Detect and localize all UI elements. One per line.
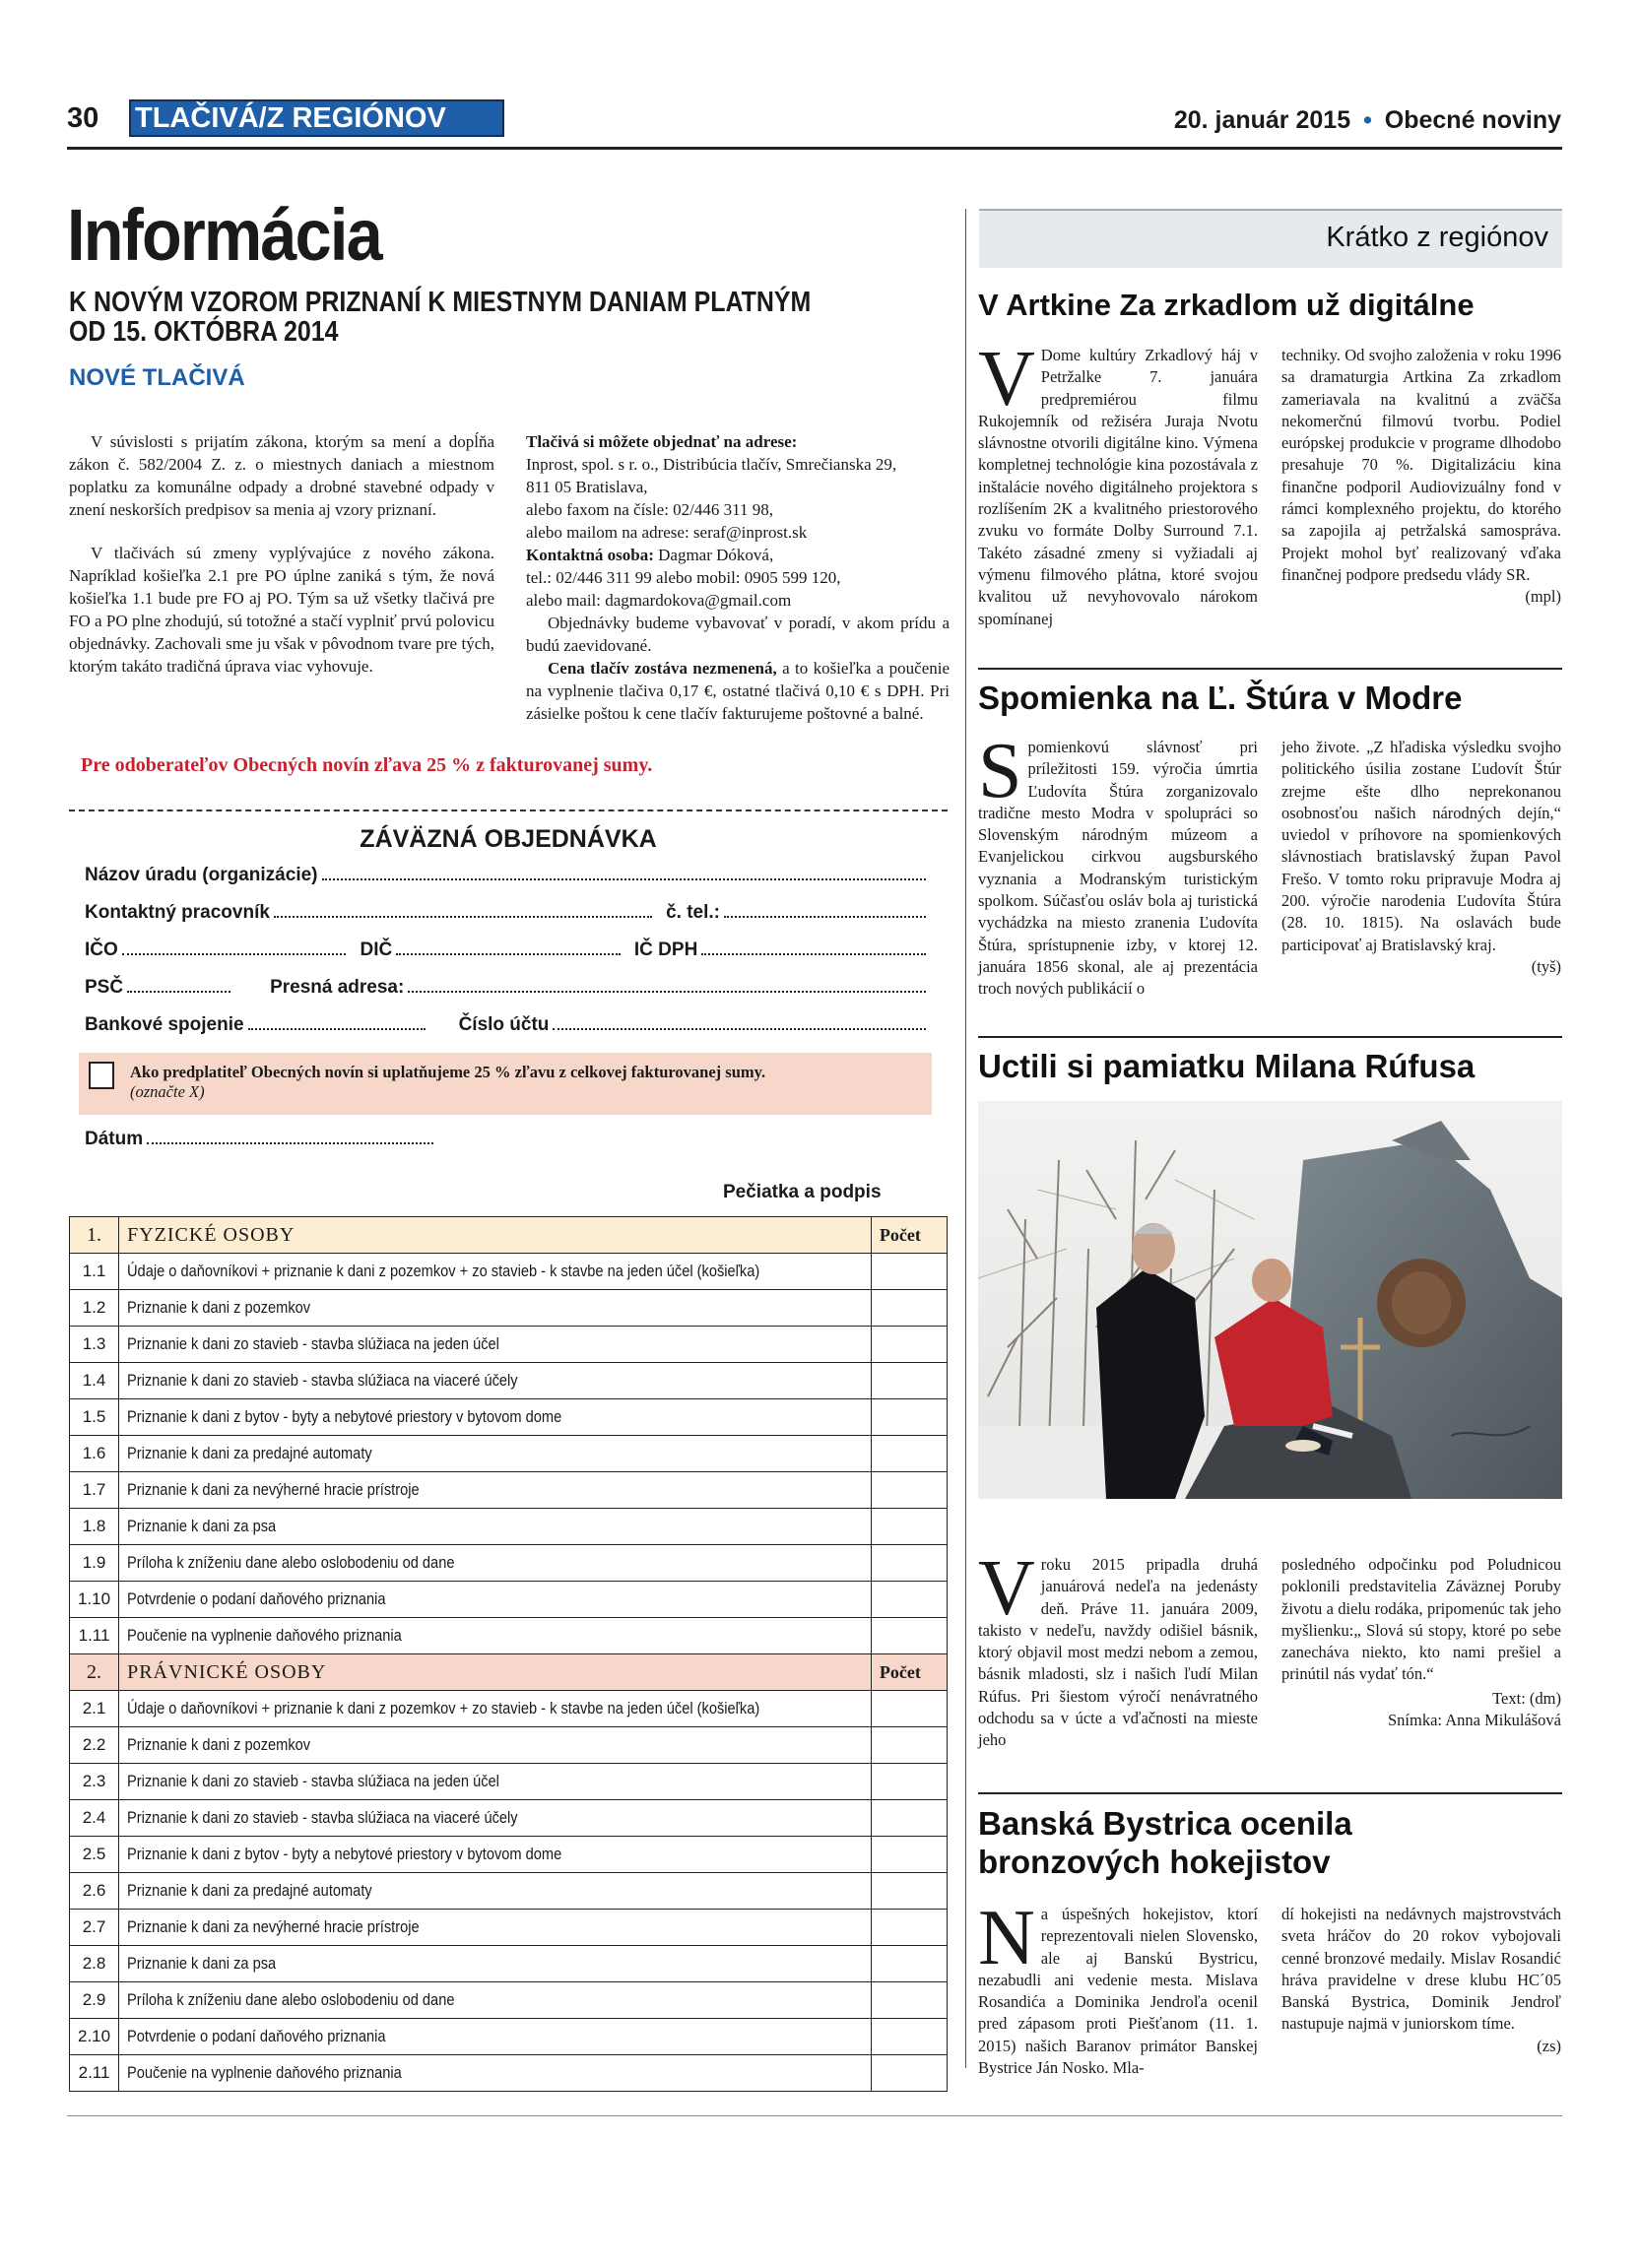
article-title-line-2: bronzových hokejistov (978, 1844, 1331, 1880)
item-number: 1.5 (70, 1399, 119, 1436)
article-separator (978, 668, 1562, 670)
subscriber-hint: (označte X) (130, 1082, 205, 1101)
section-label-text: FYZICKÉ OSOBY (127, 1223, 295, 1246)
article-column (1281, 737, 1561, 1001)
item-label (119, 1399, 872, 1436)
table-row (70, 1472, 948, 1509)
cut-line (69, 810, 948, 811)
intro-paragraph-2: V tlačivách sú zmeny vyplývajúce z nového zákona. Napríklad košieľka 2.1 pre PO úplne zaniká s tým, že nová košieľka 1.1 bude pre FO aj PO. Tým sa už všetky tlačivá pre FO a PO plne zhodujú, sú totožné a stačí vyplniť prvú polovicu objednávky. Zachovali sme ju však v pôvodnom tvare pre tých, ktorým takáto tradičná úprava viac vyhovuje. (69, 544, 494, 676)
article-text: Dome kultúry Zrkadlový háj v Petržalke 7. januára predpremiérou filmu Rukojemník od režiséra Juraja Nvotu slávnostne otvorili digitálne kino. Výmena kompletnej technológie kina pozostávala z inštalácie nového digitálneho projektora s rozlíšením 2K a kvalitného priestorového zvuku vo formáte Dolby Surround 7.1. Takéto zásadné zmeny si vyžiadali aj výmenu filmového plátna, ktoré svojou kvalitou už nevyhovovalo nárokom spomínanej (978, 346, 1258, 628)
author-signature: (zs) (1537, 2036, 1561, 2055)
item-label-text: Príloha k zníženiu dane alebo oslobodeniu od dane (127, 1553, 455, 1572)
subtitle-line-2: OD 15. OKTÓBRA 2014 (69, 316, 339, 348)
ico-label: IČO (85, 940, 118, 960)
article-text: a úspešných hokejistov, ktorí reprezentovali nielen Slovensko, ale aj Banskú Bystricu, nezabudli ani vedenie mesta. Mislava Rosandića a Dominika Jendroľa ocenil pred zápasom proti Piešťanom (11. 1. 2015) našich Baranov primátor Banskej Bystrice Ján Nosko. Mla- (978, 1905, 1258, 2078)
article-title (978, 1804, 1352, 1881)
article-column (1281, 345, 1561, 630)
article-text: posledného odpočinku pod Poludnicou poklonili predstavitelia Záväznej Poruby životu a dielu rodáka, pripomenúc tak jeho myšlienku:„ Slová sú stopy, ktoré po sebe zanecháva niekto, kto nami prešiel a prinútil nás vydať tón.“ (1281, 1555, 1561, 1684)
processing-note: Objednávky budeme vybavovať v poradí, v akom prídu a budú zaevidované. (526, 614, 950, 655)
page-title: Informácia (67, 194, 381, 276)
section-number: 1. (70, 1217, 119, 1254)
table-row (70, 1946, 948, 1982)
item-number: 1.7 (70, 1472, 119, 1509)
price-note (526, 657, 950, 725)
count-field[interactable] (871, 1254, 947, 1290)
count-field[interactable] (871, 1509, 947, 1545)
author-signature: Text: (dm) (1492, 1688, 1561, 1708)
stamp-label: Pečiatka a podpis (723, 1182, 882, 1202)
item-number: 2.10 (70, 2019, 119, 2055)
account-field[interactable] (553, 1028, 926, 1030)
item-label (119, 1363, 872, 1399)
section-number: 2. (70, 1654, 119, 1691)
article-separator (978, 1792, 1562, 1794)
discount-note: Pre odoberateľov Obecných novín zľava 25 % z fakturovanej sumy. (81, 754, 653, 776)
item-label-text: Priznanie k dani zo stavieb - stavba slúžiaca na viaceré účely (127, 1371, 518, 1390)
count-field[interactable] (871, 1800, 947, 1837)
article-title: Spomienka na Ľ. Štúra v Modre (978, 680, 1463, 716)
bank-row (85, 1014, 932, 1052)
psc-field[interactable] (127, 991, 230, 993)
phone-label: č. tel.: (666, 902, 720, 923)
item-number: 2.6 (70, 1873, 119, 1910)
dic-label: DIČ (360, 940, 393, 960)
section-tag (129, 99, 504, 137)
footer-rule (67, 2115, 1562, 2116)
item-label (119, 1910, 872, 1946)
table-row (70, 1363, 948, 1399)
item-number: 2.1 (70, 1691, 119, 1727)
item-label (119, 1946, 872, 1982)
article-title: Uctili si pamiatku Milana Rúfusa (978, 1048, 1476, 1084)
table-row (70, 1327, 948, 1363)
memorial-photo (978, 1101, 1562, 1499)
table-row (70, 1764, 948, 1800)
count-field[interactable] (871, 1691, 947, 1727)
article-stur (978, 728, 1562, 1001)
count-field[interactable] (871, 1399, 947, 1436)
intro-column-2 (526, 430, 950, 725)
item-label (119, 1545, 872, 1582)
article-column (978, 336, 1258, 630)
item-label (119, 2019, 872, 2055)
item-number: 1.11 (70, 1618, 119, 1654)
contact-line (526, 544, 950, 566)
table-row (70, 2055, 948, 2092)
date-row (85, 1129, 439, 1166)
dic-field[interactable] (396, 953, 621, 955)
article-rufus (978, 1545, 1562, 1752)
fax-line: alebo faxom na čísle: 02/446 311 98, (526, 500, 774, 519)
contact-row (85, 902, 932, 940)
icdph-label: IČ DPH (633, 940, 698, 960)
header-rule (67, 147, 1562, 150)
item-label-text: Priznanie k dani za psa (127, 1954, 277, 1973)
table-row (70, 1618, 948, 1654)
contact-name: Dagmar Dóková, (658, 546, 774, 564)
article-column (1281, 1554, 1561, 1752)
table-section-header (70, 1217, 948, 1254)
count-field[interactable] (871, 1436, 947, 1472)
item-number: 2.9 (70, 1982, 119, 2019)
item-label (119, 1982, 872, 2019)
article-separator (978, 1036, 1562, 1038)
ico-field[interactable] (122, 953, 347, 955)
item-label-text: Priznanie k dani za psa (127, 1517, 277, 1535)
item-label-text: Potvrdenie o podaní daňového priznania (127, 2027, 386, 2045)
count-field[interactable] (871, 1472, 947, 1509)
item-label-text: Priznanie k dani z pozemkov (127, 1735, 311, 1754)
table-row (70, 1290, 948, 1327)
table-section-header (70, 1654, 948, 1691)
table-row (70, 1545, 948, 1582)
office-row (85, 865, 932, 902)
item-number: 2.11 (70, 2055, 119, 2092)
item-number: 1.1 (70, 1254, 119, 1290)
count-field[interactable] (871, 2055, 947, 2092)
count-field[interactable] (871, 1727, 947, 1764)
item-label-text: Priznanie k dani z bytov - byty a nebytové priestory v bytovom dome (127, 1407, 562, 1426)
form-title: ZÁVÄZNÁ OBJEDNÁVKA (360, 825, 657, 853)
item-label-text: Príloha k zníženiu dane alebo oslobodeniu od dane (127, 1990, 455, 2009)
count-field[interactable] (871, 1910, 947, 1946)
count-field[interactable] (871, 1545, 947, 1582)
contact-person-label: Kontaktný pracovník (85, 902, 270, 923)
address-line: 811 05 Bratislava, (526, 478, 648, 496)
date-field[interactable] (147, 1142, 433, 1144)
table-row (70, 1873, 948, 1910)
icdph-field[interactable] (701, 953, 926, 955)
item-label-text: Priznanie k dani zo stavieb - stavba slúžiaca na jeden účel (127, 1334, 499, 1353)
item-label (119, 1873, 872, 1910)
table-row (70, 1910, 948, 1946)
order-address-heading: Tlačivá si môžete objednať na adrese: (526, 432, 798, 451)
article-title-line-1: Banská Bystrica ocenila (978, 1805, 1352, 1842)
item-label-text: Poučenie na vyplnenie daňového priznania (127, 1626, 402, 1645)
item-label-text: Priznanie k dani za predajné automaty (127, 1444, 372, 1462)
item-label (119, 1327, 872, 1363)
item-label-text: Priznanie k dani za nevýherné hracie prístroje (127, 1480, 420, 1499)
item-label (119, 1691, 872, 1727)
count-header: Počet (871, 1217, 947, 1254)
address-field[interactable] (408, 991, 926, 993)
table-row (70, 1691, 948, 1727)
table-row (70, 1727, 948, 1764)
subtitle (69, 288, 811, 347)
regions-box-title: Krátko z regiónov (1326, 222, 1548, 253)
price-note-bold: Cena tlačív zostáva nezmenená, (548, 659, 777, 678)
item-label (119, 1727, 872, 1764)
column-divider (965, 209, 966, 2068)
count-field[interactable] (871, 1764, 947, 1800)
item-number: 1.4 (70, 1363, 119, 1399)
page-number: 30 (67, 102, 99, 134)
date-label: Dátum (85, 1129, 144, 1149)
item-label-text: Priznanie k dani z pozemkov (127, 1298, 311, 1317)
article-text: dí hokejisti na nedávnych majstrovstvách sveta hráčov do 20 rokov vybojovali cenné bronzové medaily. Mislav Rosandić hráva pravidelne v drese klubu HC´05 Banská Bystrica, Dominik Jendroľ nastupuje najmä v juniorskom tíme. (1281, 1905, 1561, 2034)
phone-line: tel.: 02/446 311 99 alebo mobil: 0905 599 120, (526, 568, 841, 587)
address-row (85, 977, 932, 1014)
article-text: jeho živote. „Z hľadiska výsledku svojho politického úsilia zostane Ľudovít Štúr zrejme ešte dlho neprekonanou osobnosťou našich národných dejín,“ uviedol v príhovore na spomienkových slávnostiach bratislavský župan Pavol Frešo. V tomto roku pripravuje Modra aj 200. výročie narodenia Ľudovíta Štúra (28. 10. 1815). Na oslavách bude participovať aj Bratislavský kraj. (1281, 738, 1561, 954)
count-field[interactable] (871, 1837, 947, 1873)
memorial-photo-image (978, 1101, 1562, 1499)
office-label: Názov úradu (organizácie) (85, 865, 318, 885)
item-number: 1.3 (70, 1327, 119, 1363)
subscriber-checkbox[interactable] (89, 1062, 114, 1089)
intro-paragraph-1: V súvislosti s prijatím zákona, ktorým sa mení a dopĺňa zákon č. 582/2004 Z. z. o miestnych daniach a miestnom poplatku za komunálne odpady a drobné stavebné odpady v znení neskorších predpisov sa menia aj vzory priznaní. (69, 432, 494, 519)
account-label: Číslo účtu (458, 1014, 550, 1035)
article-text: pomienkovú slávnosť pri príležitosti 159. výročia úmrtia Ľudovíta Štúra zorganizovalo tradične mesto Modra v spolupráci so Slovenským národným múzeom a Evanjelickou cirkvou augsburského vyznania a Modranským turistickým spolkom. Súčasťou osláv bola aj turistická vychádzka na miesto zranenia Ľudovíta Štúra, sprístupnenie izby, v ktorej 12. januára 1856 skonal, ale aj prezentácia troch nových publikácií o (978, 738, 1258, 999)
item-label (119, 1472, 872, 1509)
publication-name: Obecné noviny (1384, 106, 1561, 134)
section-label (119, 1654, 872, 1691)
drop-cap: V (978, 336, 1035, 422)
item-label (119, 1618, 872, 1654)
item-label (119, 1837, 872, 1873)
item-number: 2.5 (70, 1837, 119, 1873)
item-number: 1.2 (70, 1290, 119, 1327)
issue-date: 20. január 2015 (1173, 106, 1351, 134)
article-text: techniky. Od svojho založenia v roku 1996 sa dramaturgia Artkina Za zrkadlom zameriavala na kvalitnú a zväčša nekomerčnú filmovú tvorbu. Podiel európskej produkcie v programe dlhodobo presahuje 70 %. Digitalizáciu kina finančne podporil Audiovizuálny fond v rámci komplexného projektu, do ktorého sa zapojila aj petržalská samospráva. Projekt mohol byť realizovaný vďaka finančnej podpore predsedu vlády SR. (1281, 346, 1561, 584)
count-field[interactable] (871, 1363, 947, 1399)
item-label (119, 1254, 872, 1290)
item-label (119, 1800, 872, 1837)
count-field[interactable] (871, 1327, 947, 1363)
bank-field[interactable] (248, 1028, 426, 1030)
subtitle-line-1: K NOVÝM VZOROM PRIZNANÍ K MIESTNYM DANIAM PLATNÝM (69, 287, 812, 318)
article-hockey (978, 1895, 1562, 2079)
article-title: V Artkine Za zrkadlom už digitálne (978, 288, 1475, 322)
table-row (70, 1582, 948, 1618)
kicker: NOVÉ TLAČIVÁ (69, 364, 245, 391)
contact-person-field[interactable] (274, 916, 652, 918)
count-header: Počet (871, 1654, 947, 1691)
article-text: roku 2015 pripadla druhá januárová nedeľa na jedenásty deň. Práve 11. januára 2009, takisto v nedeľu, navždy odišiel básnik, ktorý objavil most medzi nebom a zemou, básnik mladosti, slz i našich ľudí Milan Rúfus. Pri šiestom výročí nenávratného odchodu sa v úcte a vďačnosti na mieste jeho (978, 1555, 1258, 1750)
bullet-icon: • (1363, 106, 1372, 134)
office-field[interactable] (322, 878, 927, 880)
table-row (70, 1436, 948, 1472)
article-column (1281, 1904, 1561, 2079)
item-number: 1.8 (70, 1509, 119, 1545)
table-row (70, 1982, 948, 2019)
count-field[interactable] (871, 1873, 947, 1910)
section-label-text: PRÁVNICKÉ OSOBY (127, 1660, 327, 1683)
count-field[interactable] (871, 1582, 947, 1618)
item-label (119, 1290, 872, 1327)
price-note-text: a to košieľka a poučenie na vyplnenie tlačiva 0,17 €, ostatné tlačivá 0,10 € s DPH. Pri zásielke poštou k cene tlačív fakturujeme poštovné a balné. (526, 659, 951, 723)
photo-credit: Snímka: Anna Mikulášová (1388, 1711, 1561, 1730)
author-signature: (tyš) (1531, 956, 1561, 976)
item-number: 1.10 (70, 1582, 119, 1618)
count-field[interactable] (871, 1618, 947, 1654)
issue-info (1174, 106, 1561, 135)
article-artkino (978, 336, 1562, 630)
tax-ids-row (85, 940, 932, 977)
item-label (119, 2055, 872, 2092)
item-number: 2.4 (70, 1800, 119, 1837)
phone-field[interactable] (724, 916, 926, 918)
drop-cap: V (978, 1545, 1035, 1632)
item-label-text: Potvrdenie o podaní daňového priznania (127, 1589, 386, 1608)
item-label-text: Priznanie k dani za nevýherné hracie prístroje (127, 1917, 420, 1936)
item-label-text: Priznanie k dani zo stavieb - stavba slúžiaca na jeden účel (127, 1772, 499, 1790)
item-number: 1.9 (70, 1545, 119, 1582)
author-signature: (mpl) (1525, 587, 1561, 607)
intro-column-1 (69, 430, 494, 678)
item-number: 2.7 (70, 1910, 119, 1946)
item-label (119, 1509, 872, 1545)
table-row (70, 1399, 948, 1436)
item-label-text: Údaje o daňovníkovi + priznanie k dani z pozemkov + zo stavieb - k stavbe na jeden účel (košieľka) (127, 1262, 760, 1280)
table-row (70, 1837, 948, 1873)
item-number: 2.2 (70, 1727, 119, 1764)
order-form (85, 865, 932, 1052)
count-field[interactable] (871, 1946, 947, 1982)
mail-line: alebo mailom na adrese: seraf@inprost.sk (526, 523, 808, 542)
item-label-text: Priznanie k dani za predajné automaty (127, 1881, 372, 1900)
section-title: TLAČIVÁ/Z REGIÓNOV (135, 102, 446, 134)
drop-cap: N (978, 1895, 1035, 1981)
regions-box (979, 209, 1562, 268)
count-field[interactable] (871, 1290, 947, 1327)
subscriber-box (79, 1053, 932, 1115)
item-label-text: Priznanie k dani zo stavieb - stavba slúžiaca na viaceré účely (127, 1808, 518, 1827)
subscriber-text (130, 1063, 924, 1102)
count-field[interactable] (871, 1982, 947, 2019)
item-label (119, 1764, 872, 1800)
contact-label: Kontaktná osoba: (526, 546, 654, 564)
item-label-text: Údaje o daňovníkovi + priznanie k dani z pozemkov + zo stavieb - k stavbe na jeden účel (košieľka) (127, 1699, 760, 1717)
section-label (119, 1217, 872, 1254)
item-number: 2.3 (70, 1764, 119, 1800)
address-line: Inprost, spol. s r. o., Distribúcia tlačív, Smrečianska 29, (526, 455, 897, 474)
article-column (978, 1895, 1258, 2079)
table-row (70, 2019, 948, 2055)
item-number: 2.8 (70, 1946, 119, 1982)
table-row (70, 1509, 948, 1545)
drop-cap: S (978, 728, 1022, 814)
item-label-text: Priznanie k dani z bytov - byty a nebytové priestory v bytovom dome (127, 1845, 562, 1863)
psc-label: PSČ (85, 977, 124, 998)
item-label-text: Poučenie na vyplnenie daňového priznania (127, 2063, 402, 2082)
address-label: Presná adresa: (270, 977, 405, 998)
subscriber-note: Ako predplatiteľ Obecných novín si uplatňujeme 25 % zľavu z celkovej fakturovanej sumy. (130, 1063, 766, 1081)
article-column (978, 728, 1258, 1001)
bank-label: Bankové spojenie (85, 1014, 244, 1035)
item-label (119, 1582, 872, 1618)
contact-mail-line: alebo mail: dagmardokova@gmail.com (526, 591, 792, 610)
table-row (70, 1800, 948, 1837)
item-number: 1.6 (70, 1436, 119, 1472)
table-row (70, 1254, 948, 1290)
order-table (69, 1216, 948, 2092)
count-field[interactable] (871, 2019, 947, 2055)
item-label (119, 1436, 872, 1472)
article-column (978, 1545, 1258, 1752)
